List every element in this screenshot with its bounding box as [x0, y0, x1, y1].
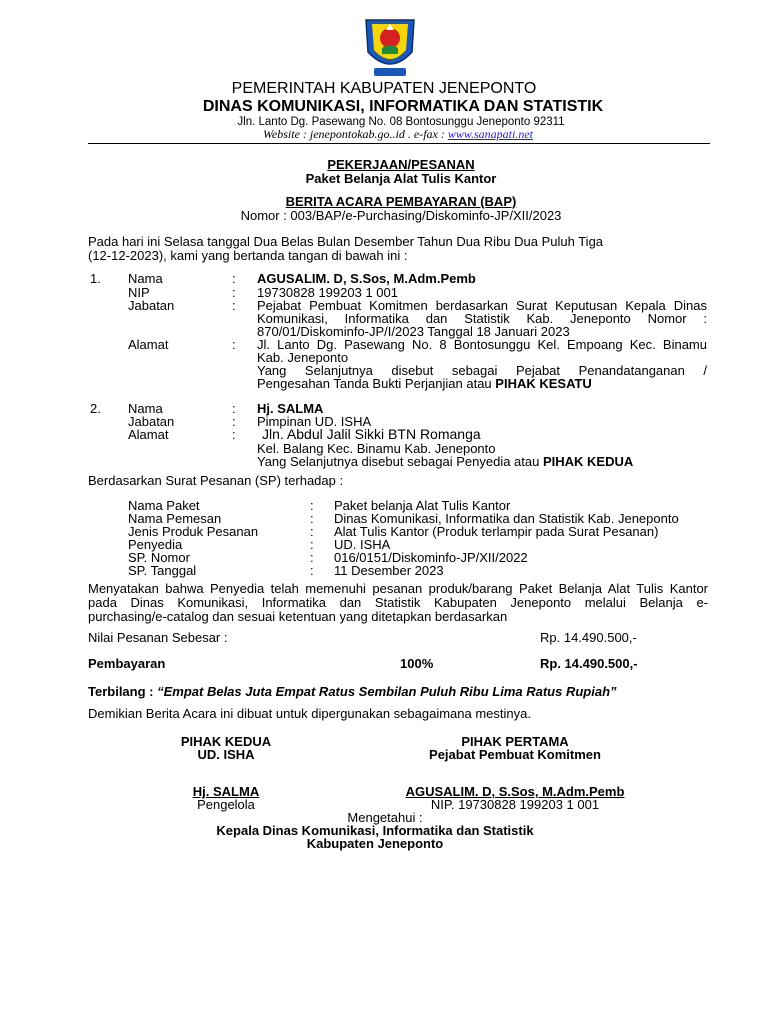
terbilang [88, 684, 617, 699]
letterhead-divider [88, 143, 710, 144]
colon: : [232, 271, 236, 286]
party2-alamat-2: Kel. Balang Kec. Binamu Kab. Jeneponto [257, 441, 496, 456]
work-heading: PEKERJAAN/PESANAN [327, 157, 475, 172]
intro-line2: (12-12-2023), kami yang bertanda tangan di bawah ini : [88, 248, 408, 263]
colon: : [310, 524, 314, 539]
party2-label-alamat: Alamat [128, 427, 169, 442]
party1-jabatan-1: Pejabat Pembuat Komitmen berdasarkan Surat Keputusan Kepala Dinas [257, 298, 707, 313]
website-link[interactable]: www.sanapati.net [447, 127, 533, 141]
letterhead-line1: PEMERINTAH KABUPATEN JENEPONTO [231, 80, 537, 97]
sp-label: Jenis Produk Pesanan [128, 524, 259, 539]
sp-value: Paket belanja Alat Tulis Kantor [334, 498, 511, 513]
party2-alamat-1: Jln. Abdul Jalil Sikki BTN Romanga [262, 426, 481, 442]
colon: : [310, 563, 314, 578]
party1-alamat-1: Jl. Lanto Dg. Pasewang No. 8 Bontosunggu Kel. Empoang Kec. Binamu [257, 337, 707, 352]
colon: : [232, 285, 236, 300]
letterhead-line2: DINAS KOMUNIKASI, INFORMATIKA DAN STATISTIK [202, 98, 604, 115]
left-sign-name: Hj. SALMA [192, 784, 260, 799]
colon: : [232, 337, 236, 352]
pembayaran-value: Rp. 14.490.500,- [540, 656, 638, 671]
nilai-label: Nilai Pesanan Sebesar : [88, 630, 228, 645]
colon: : [310, 550, 314, 565]
party2-desc-text: Yang Selanjutnya disebut sebagai Penyedia atau [257, 454, 543, 469]
left-sign-role: Pengelola [197, 797, 255, 812]
sp-value: Dinas Komunikasi, Informatika dan Statistik Kab. Jeneponto [334, 511, 679, 526]
known-title-1: Kepala Dinas Komunikasi, Informatika dan Statistik [216, 823, 534, 838]
right-sign-nip: NIP. 19730828 199203 1 001 [430, 797, 600, 812]
sp-value: 11 Desember 2023 [334, 563, 444, 578]
colon: : [310, 498, 314, 513]
party1-label-nip: NIP [128, 285, 150, 300]
party1-label-jabatan: Jabatan [128, 298, 175, 313]
bap-number: Nomor : 003/BAP/e-Purchasing/Diskominfo-JP/XII/2023 [240, 208, 562, 223]
party2-desc [257, 454, 633, 469]
bap-title: BERITA ACARA PEMBAYARAN (BAP) [285, 194, 517, 209]
party1-jabatan-2: Komunikasi, Informatika dan Statistik Kab. Jeneponto Nomor : [257, 311, 707, 326]
left-sign-title: PIHAK KEDUA [180, 734, 272, 749]
colon: : [310, 537, 314, 552]
statement-line3: purchasing/e-catalog dan sesuai ketentuan yang ditetapkan berdasarkan [88, 609, 508, 624]
known-title-2: Kabupaten Jeneponto [306, 836, 444, 851]
letterhead-website [0, 127, 768, 141]
colon: : [232, 414, 236, 429]
letterhead-address: Jln. Lanto Dg. Pasewang No. 08 Bontosunggu Jeneponto 92311 [237, 116, 565, 128]
colon: : [232, 401, 236, 416]
sp-label: Penyedia [128, 537, 183, 552]
party2-label-nama: Nama [128, 401, 163, 416]
intro-line1: Pada hari ini Selasa tanggal Dua Belas Bulan Desember Tahun Dua Ribu Dua Puluh Tiga [88, 234, 604, 249]
sp-intro: Berdasarkan Surat Pesanan (SP) terhadap : [88, 473, 344, 488]
nilai-value: Rp. 14.490.500,- [540, 630, 637, 645]
party2-jabatan: Pimpinan UD. ISHA [257, 414, 372, 429]
statement-line1: Menyatakan bahwa Penyedia telah memenuhi pesanan produk/barang Paket Belanja Alat Tulis Kantor [88, 581, 708, 596]
sp-label: SP. Tanggal [128, 563, 197, 578]
colon: : [310, 511, 314, 526]
party2-nama: Hj. SALMA [257, 401, 324, 416]
party1-desc-bold: PIHAK KESATU [495, 376, 592, 391]
website-label: Website : jeneponto​kab.go..id . e-fax : [263, 127, 448, 141]
terbilang-value: “Empat Belas Juta Empat Ratus Sembilan Puluh Ribu Lima Ratus Rupiah” [157, 684, 617, 699]
party1-label-alamat: Alamat [128, 337, 169, 352]
party1-nip: 19730828 199203 1 001 [257, 285, 398, 300]
colon: : [232, 427, 236, 442]
right-sign-title: PIHAK PERTAMA [461, 734, 569, 749]
party1-number: 1. [90, 271, 101, 286]
sp-value: UD. ISHA [334, 537, 391, 552]
sp-label: SP. Nomor [128, 550, 190, 565]
party1-desc-2 [257, 376, 592, 391]
party1-jabatan-3: 870/01/Diskominfo-JP/I/2023 Tanggal 18 Januari 2023 [257, 324, 570, 339]
regency-logo [362, 12, 418, 78]
party1-desc-text: Pengesahan Tanda Bukti Perjanjian atau [257, 376, 496, 391]
party2-desc-bold: PIHAK KEDUA [542, 454, 634, 469]
sp-label: Nama Pemesan [128, 511, 222, 526]
terbilang-label: Terbilang : [88, 684, 158, 699]
party1-desc-1: Yang Selanjutnya disebut sebagai Pejabat Penandatanganan / [257, 363, 707, 378]
party1-alamat-2: Kab. Jeneponto [257, 350, 349, 365]
closing-text: Demikian Berita Acara ini dibuat untuk dipergunakan sebagaimana mestinya. [88, 706, 531, 721]
party1-label-nama: Nama [128, 271, 163, 286]
sp-label: Nama Paket [128, 498, 200, 513]
right-sign-name: AGUSALIM. D, S.Sos, M.Adm.Pemb [405, 784, 625, 799]
known-label: Mengetahui : [347, 810, 423, 825]
left-sign-org: UD. ISHA [197, 747, 255, 762]
work-package: Paket Belanja Alat Tulis Kantor [305, 171, 497, 186]
colon: : [232, 298, 236, 313]
sp-value: Alat Tulis Kantor (Produk terlampir pada Surat Pesanan) [334, 524, 659, 539]
pembayaran-label: Pembayaran [88, 656, 166, 671]
party2-label-jabatan: Jabatan [128, 414, 175, 429]
sp-value: 016/0151/Diskominfo-JP/XII/2022 [334, 550, 528, 565]
party2-number: 2. [90, 401, 101, 416]
party1-nama: AGUSALIM. D, S.Sos, M.Adm.Pemb [257, 271, 476, 286]
statement-line2: pada Dinas Komunikasi, Informatika dan Statistik Kabupaten Jeneponto melalui Belanja e- [88, 595, 708, 610]
pembayaran-percent: 100% [400, 656, 434, 671]
right-sign-org: Pejabat Pembuat Komitmen [429, 747, 601, 762]
